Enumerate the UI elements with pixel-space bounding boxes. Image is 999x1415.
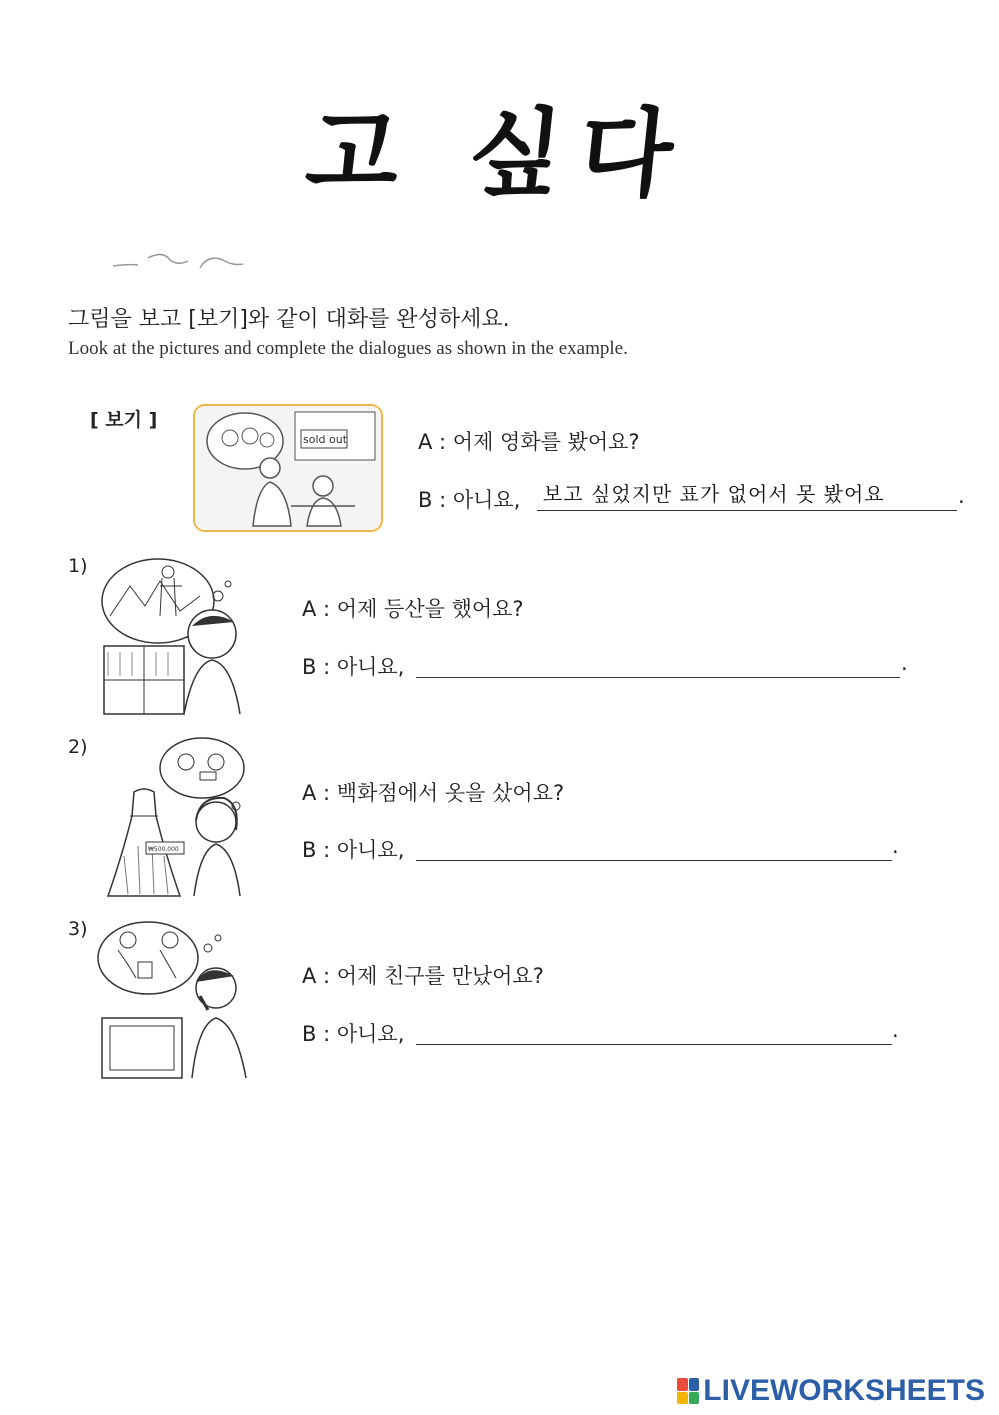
shopping-dress-illustration [104,736,250,900]
item-1-answer-line[interactable] [416,651,900,678]
instruction-korean: 그림을 보고 [보기]와 같이 대화를 완성하세요. [68,307,510,332]
item-1-period: . [901,651,908,675]
item-3-period: . [892,1018,899,1042]
example-period: . [958,484,965,508]
item-3-answer-prefix: B : 아니요, [302,1022,405,1046]
meeting-friend-illustration [96,918,248,1082]
example-answer-prefix: B : 아니요, [418,488,521,512]
logo-icon [677,1378,699,1404]
example-illustration [193,404,383,532]
example-answer-line [537,484,957,511]
item-3-answer-line[interactable] [416,1018,892,1045]
example-question: A : 어제 영화를 봤어요? [418,430,640,454]
item-3-number: 3) [68,918,88,940]
item-2-number: 2) [68,736,88,758]
liveworksheets-logo[interactable] [677,1374,985,1408]
item-2-answer-line[interactable] [416,834,892,861]
price-tag: ₩500,000 [148,846,179,853]
smudge-mark [108,246,258,276]
hiking-thought-illustration [100,556,242,716]
item-2-question: A : 백화점에서 옷을 샀어요? [302,781,565,805]
example-label: [ 보기 ] [90,409,158,431]
item-2-period: . [892,834,899,858]
item-1-question: A : 어제 등산을 했어요? [302,597,524,621]
example-handwritten-answer: 보고 싶었지만 표가 없어서 못 봤어요 [543,482,885,506]
item-1-answer-prefix: B : 아니요, [302,655,405,679]
logo-text: LIVEWORKSHEETS [703,1374,985,1407]
instruction-english: Look at the pictures and complete the dialogues as shown in the example. [68,338,628,359]
item-1-number: 1) [68,555,88,577]
item-2-answer-prefix: B : 아니요, [302,838,405,862]
item-3-question: A : 어제 친구를 만났어요? [302,964,544,988]
worksheet-title: 고 싶다 [300,97,697,210]
sold-out-sign: sold out [303,433,348,446]
cinema-ticket-booth-illustration [195,406,381,530]
